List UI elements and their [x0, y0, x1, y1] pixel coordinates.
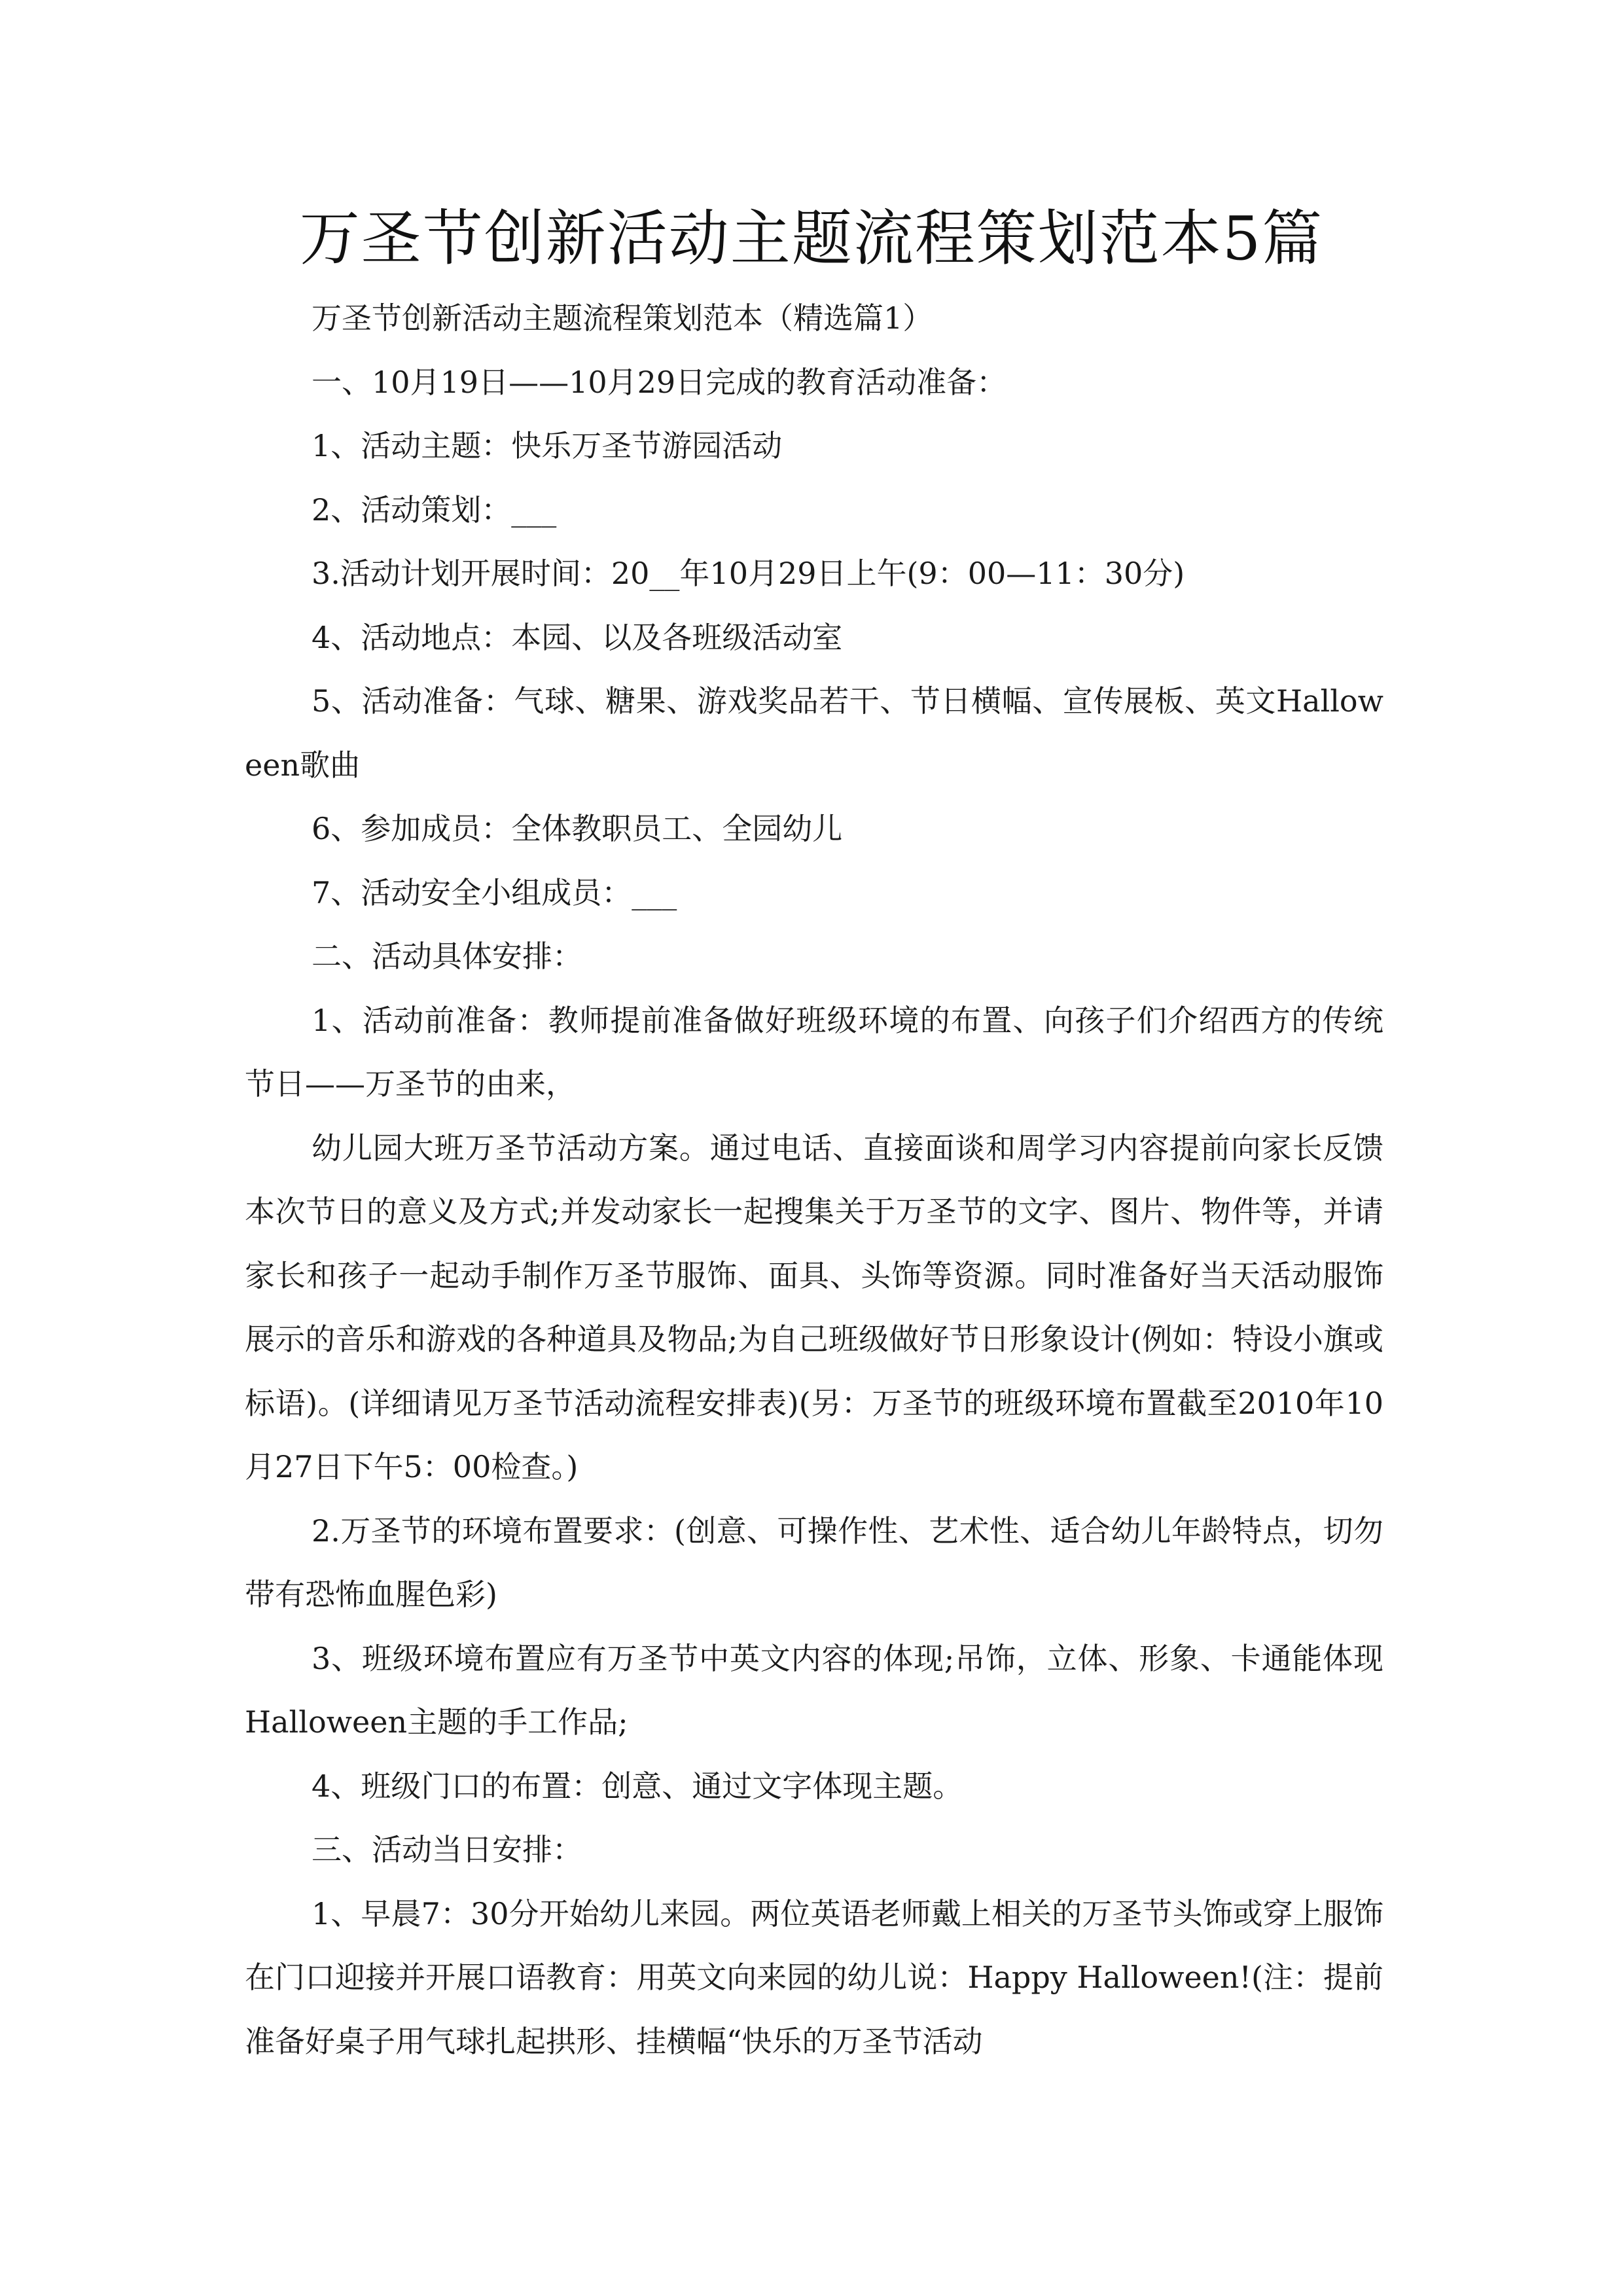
paragraph-parent-communication: 幼儿园大班万圣节活动方案。通过电话、直接面谈和周学习内容提前向家长反馈本次节日的意义及方式;并发动家长一起搜集关于万圣节的文字、图片、物件等，并请家长和孩子一起动手制作万圣节服饰、面具、头饰等资源。同时准备好当天活动服饰展示的音乐和游戏的各种道具及物品;为自己班级做好节日形象设计(例如：特设小旗或标语)。(详细请见万圣节活动流程安排表)(另：万圣节的班级环境布置截至2010年10月27日下午5：00检查。): [245, 1130, 1383, 1484]
paragraph-environment-requirements: 2.万圣节的环境布置要求：(创意、可操作性、艺术性、适合幼儿年龄特点，切勿带有恐怖血腥色彩): [245, 1513, 1383, 1612]
paragraph-morning-arrival: 1、早晨7：30分开始幼儿来园。两位英语老师戴上相关的万圣节头饰或穿上服饰在门口迎接并开展口语教育：用英文向来园的幼儿说：Happy Halloween!(注：提前准备好桌子用气球扎起拱形、挂横幅“快乐的万圣节活动: [245, 1895, 1383, 2059]
document-title: 万圣节创新活动主题流程策划范本5篇: [299, 204, 1324, 274]
paragraph-section-two: 二、活动具体安排：: [312, 939, 582, 974]
paragraph-pre-activity: 1、活动前准备：教师提前准备做好班级环境的布置、向孩子们介绍西方的传统节日——万圣节的由来，: [245, 1002, 1383, 1102]
paragraph-activity-preparation: 5、活动准备：气球、糖果、游戏奖品若干、节日横幅、宣传展板、英文Halloween歌曲: [245, 683, 1383, 783]
paragraph-activity-location: 4、活动地点：本园、以及各班级活动室: [312, 619, 843, 655]
paragraph-section-three: 三、活动当日安排：: [312, 1832, 582, 1867]
document-body: [245, 287, 1383, 2073]
paragraph-class-environment: 3、班级环境布置应有万圣节中英文内容的体现;吊饰，立体、形象、卡通能体现Halloween主题的手工作品;: [245, 1640, 1383, 1740]
paragraph-class-door: 4、班级门口的布置：创意、通过文字体现主题。: [312, 1768, 963, 1804]
paragraph-section-one: 一、10月19日——10月29日完成的教育活动准备：: [312, 364, 1007, 400]
paragraph-safety-team: 7、活动安全小组成员：___: [312, 874, 677, 910]
paragraph-participants: 6、参加成员：全体教职员工、全园幼儿: [312, 811, 843, 846]
paragraph-activity-planning: 2、活动策划：___: [312, 492, 557, 528]
paragraph-activity-theme: 1、活动主题：快乐万圣节游园活动: [312, 428, 783, 463]
paragraph-activity-time: 3.活动计划开展时间：20__年10月29日上午(9：00—11：30分): [312, 556, 1185, 591]
paragraph-subtitle: 万圣节创新活动主题流程策划范本（精选篇1）: [312, 300, 933, 336]
